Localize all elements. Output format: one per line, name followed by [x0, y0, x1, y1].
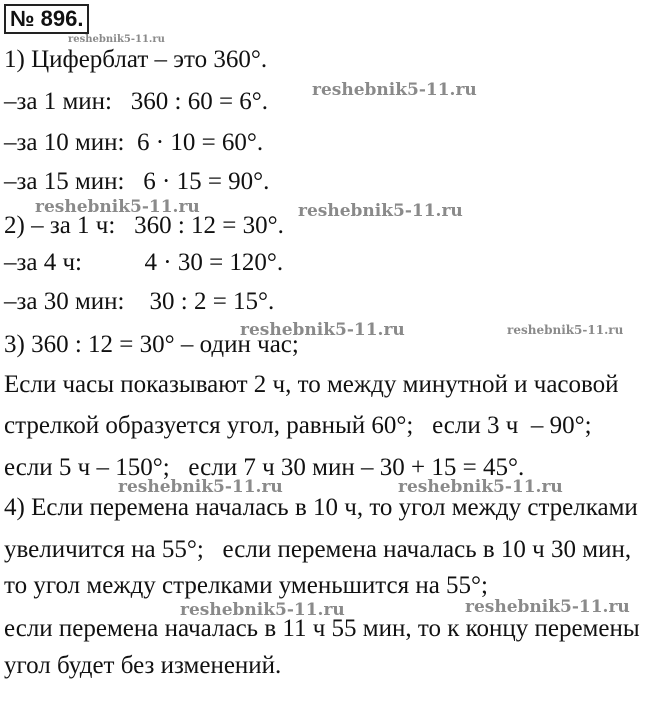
watermark-text: reshebnik5-11.ru — [180, 600, 345, 620]
line-13: увеличится на 55°; если перемена началась в 10 ч 30 мин, — [4, 536, 632, 563]
line-16: угол будет без изменений. — [4, 652, 282, 679]
line-9: Если часы показывают 2 ч, то между минутной и часовой — [4, 371, 619, 398]
watermark-text: reshebnik5-11.ru — [298, 201, 463, 221]
line-8: 3) 360 : 12 = 30° – один час; — [4, 331, 299, 358]
exercise-number: № 896. — [4, 4, 89, 34]
watermark-text: reshebnik5-11.ru — [240, 320, 405, 340]
line-12: 4) Если перемена началась в 10 ч, то угол между стрелками — [4, 494, 638, 521]
line-11: если 5 ч – 150°; если 7 ч 30 мин – 30 + 15 = 45°. — [4, 454, 525, 481]
line-1: 1) Циферблат – это 360°. — [4, 46, 268, 73]
watermark-text: reshebnik5-11.ru — [507, 323, 624, 337]
watermark-text: reshebnik5-11.ru — [68, 34, 165, 45]
line-4: –за 15 мин: 6 · 15 = 90°. — [4, 168, 270, 195]
watermark-text: reshebnik5-11.ru — [35, 197, 200, 217]
line-2: –за 1 мин: 360 : 60 = 6°. — [4, 88, 269, 115]
line-5: 2) – за 1 ч: 360 : 12 = 30°. — [4, 212, 284, 239]
line-6: –за 4 ч: 4 · 30 = 120°. — [4, 249, 284, 276]
watermark-text: reshebnik5-11.ru — [118, 477, 283, 497]
watermark-text: reshebnik5-11.ru — [465, 597, 630, 617]
line-14: то угол между стрелками уменьшится на 55°; — [4, 572, 488, 599]
line-7: –за 30 мин: 30 : 2 = 15°. — [4, 288, 275, 315]
line-15: если перемена началась в 11 ч 55 мин, то к концу перемены — [4, 615, 640, 642]
watermark-text: reshebnik5-11.ru — [312, 80, 477, 100]
line-3: –за 10 мин: 6 · 10 = 60°. — [4, 129, 264, 156]
line-10: стрелкой образуется угол, равный 60°; если 3 ч – 90°; — [4, 412, 592, 439]
watermark-text: reshebnik5-11.ru — [398, 477, 563, 497]
